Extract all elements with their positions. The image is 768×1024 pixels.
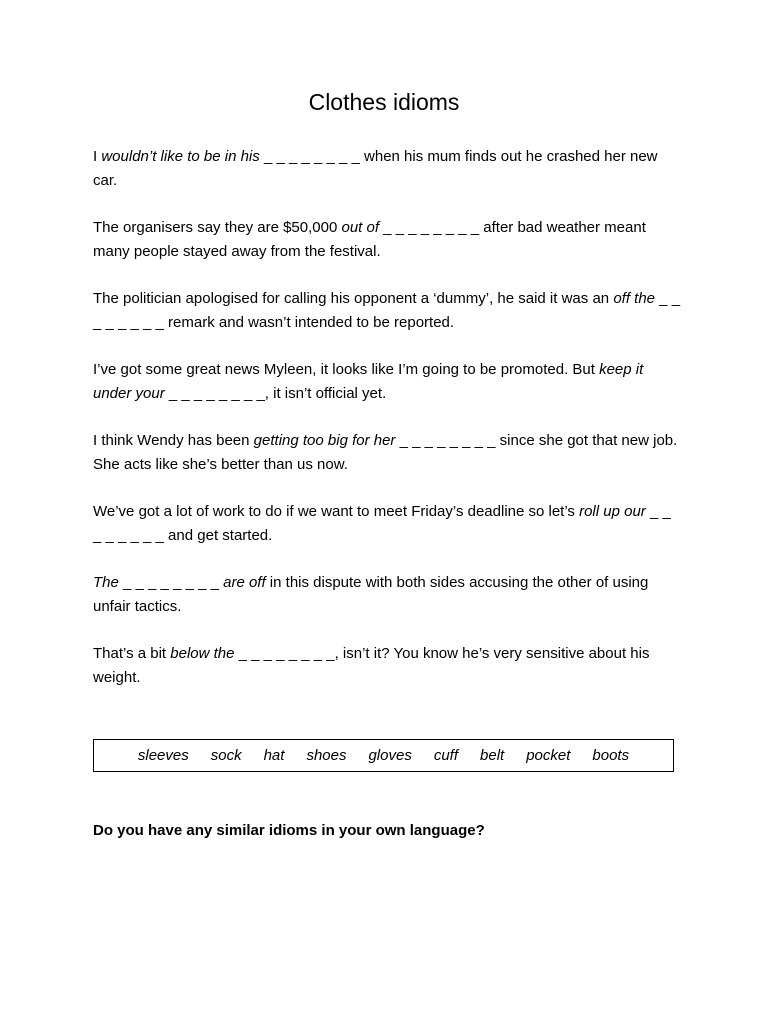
sentence-1 — [93, 145, 683, 193]
sentence-2 — [93, 216, 683, 264]
sentence-text: The organisers say they are $50,000 — [93, 219, 342, 236]
sentence-text: in this dispute with both sides accusing the other of using unfair tactics. — [93, 574, 649, 615]
sentence-4 — [93, 358, 683, 406]
sentence-3 — [93, 287, 683, 335]
sentence-text: I think Wendy has been — [93, 432, 254, 449]
discussion-question: Do you have any similar idioms in your own language? — [93, 822, 485, 839]
sentence-text: _ _ _ _ _ _ _ _ and get started. — [93, 503, 671, 544]
sentence-text: The politician apologised for calling his opponent a ‘dummy’, he said it was an — [93, 290, 614, 307]
word-bank-item: belt — [480, 747, 505, 764]
sentence-text: _ _ _ _ _ _ _ _ — [118, 574, 224, 591]
word-bank-item: pocket — [526, 747, 571, 764]
sentence-list — [93, 145, 683, 713]
word-bank-item: sleeves — [137, 747, 189, 764]
idiom-text: out of — [341, 219, 380, 236]
page-title: Clothes idioms — [308, 89, 460, 115]
word-bank-item: sock — [210, 747, 242, 764]
sentence-text: _ _ _ _ _ _ _ _ remark and wasn’t intended to be reported. — [93, 290, 681, 331]
sentence-text: _ _ _ _ _ _ _ _, isn’t it? You know he’s very sensitive about his weight. — [93, 645, 650, 686]
sentence-6 — [93, 500, 683, 548]
idiom-text: off the — [613, 290, 656, 307]
idiom-text: are off — [223, 574, 266, 591]
word-bank-item: cuff — [433, 747, 459, 764]
word-bank-item: shoes — [306, 747, 347, 764]
idiom-text: wouldn’t like to be in his — [101, 148, 260, 165]
sentence-text: That’s a bit — [93, 645, 171, 662]
sentence-text: _ _ _ _ _ _ _ _ when his mum finds out he crashed her new car. — [93, 148, 658, 189]
sentence-5 — [93, 429, 683, 477]
sentence-text: _ _ _ _ _ _ _ _, it isn’t official yet. — [164, 385, 387, 402]
sentence-text: I — [93, 148, 102, 165]
word-bank-item: hat — [263, 747, 285, 764]
word-bank-item: gloves — [368, 747, 412, 764]
idiom-text: getting too big for her — [253, 432, 396, 449]
sentence-8 — [93, 642, 683, 690]
word-bank-box — [93, 739, 674, 772]
idiom-text: keep it under your — [93, 361, 644, 402]
idiom-text: below the — [170, 645, 235, 662]
word-bank-item: boots — [592, 747, 630, 764]
sentence-text: _ _ _ _ _ _ _ _ since she got that new job. She acts like she’s better than us now. — [93, 432, 678, 473]
sentence-text: We’ve got a lot of work to do if we want to meet Friday’s deadline so let’s — [93, 503, 580, 520]
sentence-text: I’ve got some great news Myleen, it looks like I’m going to be promoted. But — [93, 361, 600, 378]
idiom-text: roll up our — [579, 503, 646, 520]
sentence-text: _ _ _ _ _ _ _ _ after bad weather meant many people stayed away from the festival. — [93, 219, 646, 260]
sentence-7 — [93, 571, 683, 619]
idiom-text: The — [93, 574, 119, 591]
